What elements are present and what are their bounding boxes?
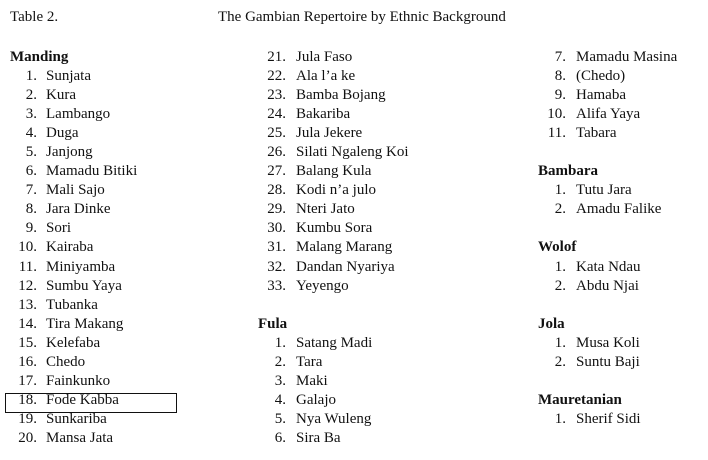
item-title: Mamadu Masina bbox=[576, 49, 678, 65]
list-item bbox=[258, 124, 409, 143]
list-item bbox=[538, 48, 677, 67]
list-item bbox=[258, 48, 409, 67]
item-title: Suntu Baji bbox=[576, 353, 640, 370]
item-title: Miniyamba bbox=[46, 258, 116, 275]
item-number: 2. bbox=[25, 87, 37, 104]
list-item bbox=[258, 372, 409, 391]
item-title: Yeyengo bbox=[296, 277, 349, 294]
item-number: 7. bbox=[554, 49, 566, 65]
item-number: 2. bbox=[274, 353, 286, 370]
list-item bbox=[258, 258, 409, 277]
list-item bbox=[538, 353, 677, 372]
list-item bbox=[10, 124, 137, 143]
item-title: Bamba Bojang bbox=[296, 87, 386, 104]
column-1 bbox=[10, 48, 137, 448]
list-item bbox=[258, 143, 409, 162]
item-number: 5. bbox=[25, 144, 37, 161]
list-item bbox=[10, 334, 137, 353]
item-number: 23. bbox=[267, 87, 286, 104]
item-title: Tutu Jara bbox=[576, 182, 632, 199]
item-number: 22. bbox=[267, 68, 286, 85]
spacer bbox=[538, 143, 677, 162]
item-number: 29. bbox=[267, 201, 286, 218]
list-item bbox=[10, 258, 137, 277]
item-number: 5. bbox=[274, 410, 286, 427]
item-title: Kata Ndau bbox=[576, 258, 641, 275]
item-number: 12. bbox=[18, 277, 37, 294]
item-title: Sumbu Yaya bbox=[46, 277, 122, 294]
list-item bbox=[538, 334, 677, 353]
item-title: Nteri Jato bbox=[296, 201, 355, 218]
list-item bbox=[258, 105, 409, 124]
spacer bbox=[538, 372, 677, 391]
list-item bbox=[258, 181, 409, 200]
item-title: Jara Dinke bbox=[46, 201, 111, 218]
item-title: Tira Makang bbox=[46, 315, 124, 332]
spacer bbox=[538, 296, 677, 315]
item-title: Tubanka bbox=[46, 296, 98, 313]
list-item bbox=[538, 181, 677, 200]
item-number: 18. bbox=[18, 391, 37, 408]
item-number: 1. bbox=[554, 182, 566, 199]
list-item bbox=[258, 429, 409, 448]
list-item bbox=[10, 315, 137, 334]
item-title: (Chedo) bbox=[576, 68, 626, 85]
item-title: Hamaba bbox=[576, 87, 626, 104]
item-title: Galajo bbox=[296, 391, 336, 408]
list-item bbox=[258, 391, 409, 410]
list-item bbox=[10, 162, 137, 181]
item-title: Sori bbox=[46, 220, 72, 237]
item-number: 16. bbox=[18, 353, 37, 370]
item-title: Dandan Nyariya bbox=[296, 258, 395, 275]
item-number: 2. bbox=[554, 353, 566, 370]
item-number: 2. bbox=[554, 277, 566, 294]
item-title: Satang Madi bbox=[296, 334, 373, 351]
group-heading: Fula bbox=[258, 315, 288, 332]
item-number: 17. bbox=[18, 372, 37, 389]
item-number: 13. bbox=[18, 296, 37, 313]
item-title: Tara bbox=[296, 353, 323, 370]
column-2 bbox=[258, 48, 409, 448]
item-number: 11. bbox=[547, 125, 566, 142]
item-title: Fainkunko bbox=[46, 372, 111, 389]
list-item bbox=[258, 67, 409, 86]
item-number: 2. bbox=[554, 201, 566, 218]
group-heading: Mauretanian bbox=[538, 391, 622, 408]
item-title: Kumbu Sora bbox=[296, 220, 373, 237]
item-title: Musa Koli bbox=[576, 334, 640, 351]
group-heading: Wolof bbox=[538, 239, 577, 256]
group-heading: Bambara bbox=[538, 163, 598, 180]
item-title: Abdu Njai bbox=[576, 277, 639, 294]
item-number: 3. bbox=[274, 372, 286, 389]
item-number: 8. bbox=[25, 201, 37, 218]
list-item bbox=[258, 200, 409, 219]
item-number: 1. bbox=[554, 410, 566, 427]
item-title: Alifa Yaya bbox=[576, 106, 641, 123]
item-number: 10. bbox=[547, 106, 566, 123]
highlight-box bbox=[5, 393, 177, 413]
list-item bbox=[258, 162, 409, 181]
list-item bbox=[258, 334, 409, 353]
list-item bbox=[10, 429, 137, 448]
list-item bbox=[538, 86, 677, 105]
item-number: 3. bbox=[25, 106, 37, 123]
list-item bbox=[258, 219, 409, 238]
item-title: Kairaba bbox=[46, 239, 94, 256]
list-item bbox=[538, 258, 677, 277]
item-title: Malang Marang bbox=[296, 239, 393, 256]
item-title: Kelefaba bbox=[46, 334, 101, 351]
item-title: Mamadu Bitiki bbox=[46, 163, 138, 180]
item-title: Bakariba bbox=[296, 106, 351, 123]
list-item bbox=[258, 86, 409, 105]
list-item bbox=[10, 143, 137, 162]
list-item bbox=[538, 67, 677, 86]
item-title: Jula Faso bbox=[296, 49, 353, 65]
item-number: 30. bbox=[267, 220, 286, 237]
list-item bbox=[10, 67, 137, 86]
item-title: Nya Wuleng bbox=[296, 410, 372, 427]
item-title: Sunkariba bbox=[46, 410, 107, 427]
list-item bbox=[538, 277, 677, 296]
item-title: Janjong bbox=[46, 144, 93, 161]
table-title: The Gambian Repertoire by Ethnic Background bbox=[218, 9, 506, 25]
table-label: Table 2. bbox=[10, 9, 59, 25]
item-number: 9. bbox=[554, 87, 566, 104]
list-item bbox=[258, 410, 409, 429]
list-item bbox=[538, 200, 677, 219]
item-number: 7. bbox=[25, 182, 37, 199]
list-item bbox=[258, 353, 409, 372]
list-item bbox=[538, 105, 677, 124]
item-number: 32. bbox=[267, 258, 286, 275]
item-number: 1. bbox=[25, 68, 37, 85]
item-number: 19. bbox=[18, 410, 37, 427]
item-number: 4. bbox=[274, 391, 286, 408]
item-number: 4. bbox=[25, 125, 37, 142]
group-heading: Manding bbox=[10, 49, 69, 65]
list-item bbox=[10, 277, 137, 296]
item-title: Silati Ngaleng Koi bbox=[296, 144, 409, 161]
list-item bbox=[10, 219, 137, 238]
item-number: 33. bbox=[267, 277, 286, 294]
item-number: 24. bbox=[267, 106, 286, 123]
item-number: 9. bbox=[25, 220, 37, 237]
list-item bbox=[258, 238, 409, 257]
item-title: Duga bbox=[46, 125, 79, 142]
item-title: Balang Kula bbox=[296, 163, 372, 180]
item-title: Fode Kabba bbox=[46, 391, 119, 408]
item-number: 28. bbox=[267, 182, 286, 199]
list-item bbox=[538, 124, 677, 143]
item-number: 11. bbox=[18, 258, 37, 275]
item-title: Ala l’a ke bbox=[296, 68, 356, 85]
item-number: 15. bbox=[18, 334, 37, 351]
spacer bbox=[258, 296, 409, 315]
list-item bbox=[10, 181, 137, 200]
item-title: Kodi n’a julo bbox=[296, 182, 376, 199]
item-title: Jula Jekere bbox=[296, 125, 363, 142]
item-number: 31. bbox=[267, 239, 286, 256]
item-number: 14. bbox=[18, 315, 37, 332]
item-number: 25. bbox=[267, 125, 286, 142]
item-title: Mali Sajo bbox=[46, 182, 105, 199]
item-title: Chedo bbox=[46, 353, 86, 370]
column-3 bbox=[538, 48, 677, 429]
list-item bbox=[10, 86, 137, 105]
list-item bbox=[10, 238, 137, 257]
list-item bbox=[10, 105, 137, 124]
item-number: 1. bbox=[554, 258, 566, 275]
item-number: 26. bbox=[267, 144, 286, 161]
item-number: 27. bbox=[267, 163, 286, 180]
item-title: Maki bbox=[296, 372, 328, 389]
item-title: Mansa Jata bbox=[46, 429, 114, 446]
item-number: 1. bbox=[554, 334, 566, 351]
group-heading: Jola bbox=[538, 315, 565, 332]
list-item bbox=[10, 372, 137, 391]
item-number: 20. bbox=[18, 429, 37, 446]
item-number: 21. bbox=[267, 49, 286, 65]
list-item bbox=[258, 277, 409, 296]
item-title: Amadu Falike bbox=[576, 201, 662, 218]
spacer bbox=[538, 219, 677, 238]
item-number: 6. bbox=[274, 429, 286, 446]
item-title: Kura bbox=[46, 87, 76, 104]
list-item bbox=[10, 200, 137, 219]
list-item bbox=[538, 410, 677, 429]
item-number: 10. bbox=[18, 239, 37, 256]
list-item bbox=[10, 296, 137, 315]
item-title: Tabara bbox=[576, 125, 617, 142]
item-title: Sherif Sidi bbox=[576, 410, 641, 427]
item-number: 1. bbox=[274, 334, 286, 351]
item-number: 6. bbox=[25, 163, 37, 180]
item-title: Sira Ba bbox=[296, 429, 341, 446]
item-title: Sunjata bbox=[46, 68, 91, 85]
list-item bbox=[10, 353, 137, 372]
item-title: Lambango bbox=[46, 106, 111, 123]
item-number: 8. bbox=[554, 68, 566, 85]
